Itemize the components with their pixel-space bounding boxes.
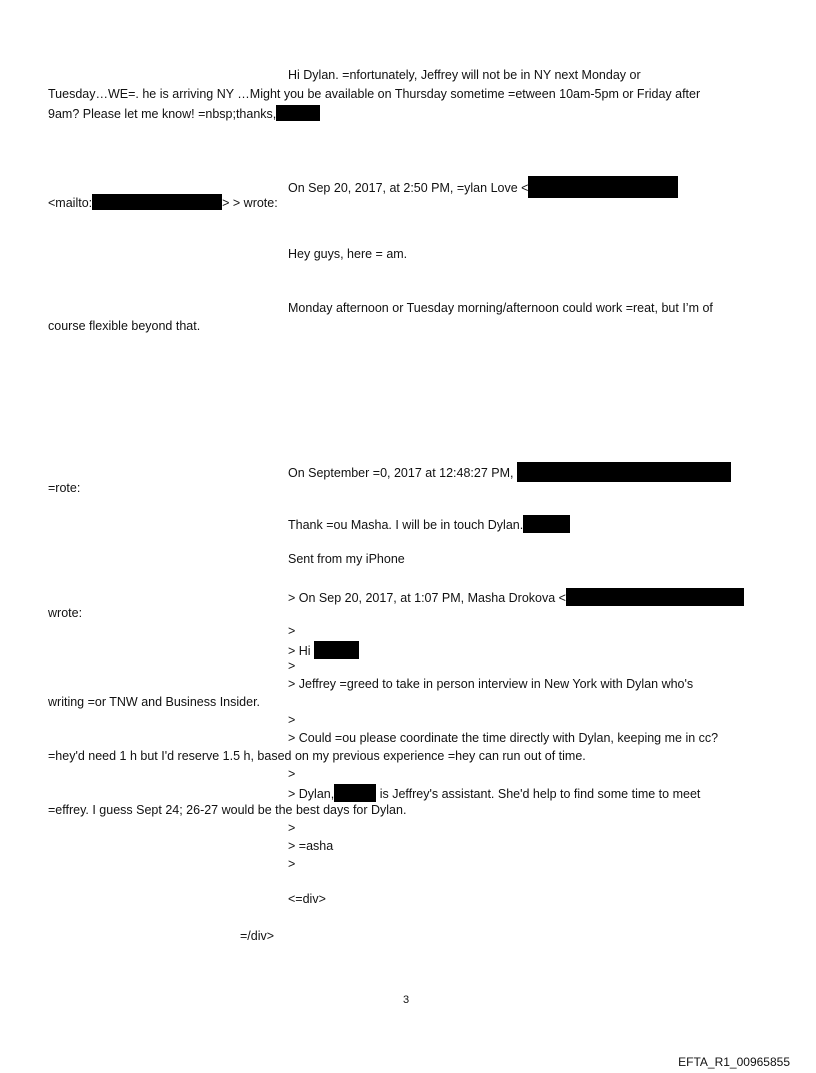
email-text: > > wrote: xyxy=(222,196,278,210)
email-line: Monday afternoon or Tuesday morning/afternoon could work =reat, but I’m of xyxy=(288,301,713,315)
document-id: EFTA_R1_00965855 xyxy=(678,1055,790,1069)
email-text: <mailto: xyxy=(48,196,93,210)
email-header-line xyxy=(288,462,731,482)
html-tag-text: <=div> xyxy=(288,892,326,906)
quote-line: writing =or TNW and Business Insider. xyxy=(48,695,261,709)
quote-line: > Jeffrey =greed to take in person interview in New York with Dylan who's xyxy=(288,677,694,691)
email-text: On Sep 20, 2017, at 2:50 PM, =ylan Love < xyxy=(288,181,529,195)
email-line: Hey guys, here = am. xyxy=(288,247,408,261)
html-tag-text: =/div> xyxy=(240,929,275,943)
quote-line: > xyxy=(288,857,296,871)
redaction-box xyxy=(517,462,731,482)
email-text: is Jeffrey's assistant. She'd help to find some time to meet xyxy=(379,787,701,801)
email-header-line xyxy=(48,194,278,211)
email-line xyxy=(48,105,320,122)
email-text: Thank =ou Masha. I will be in touch Dylan. xyxy=(288,518,524,532)
quote-line: > xyxy=(288,713,296,727)
email-header-line xyxy=(288,176,678,198)
email-text: > On Sep 20, 2017, at 1:07 PM, Masha Drokova < xyxy=(288,591,566,605)
email-text: > Dylan, xyxy=(288,787,335,801)
email-text: On September =0, 2017 at 12:48:27 PM, xyxy=(288,466,514,480)
redaction-box xyxy=(334,784,376,802)
redaction-box xyxy=(92,194,222,210)
email-line: Sent from my iPhone xyxy=(288,552,405,566)
redaction-box xyxy=(523,515,570,533)
quote-line xyxy=(288,784,700,802)
email-line: course flexible beyond that. xyxy=(48,319,201,333)
email-header-line xyxy=(288,588,744,606)
quote-line: > xyxy=(288,659,296,673)
email-text: > Hi xyxy=(288,644,311,658)
redaction-box xyxy=(528,176,678,198)
quote-line: > xyxy=(288,624,296,638)
email-line: =rote: xyxy=(48,481,81,495)
quote-line xyxy=(288,641,359,659)
email-line: wrote: xyxy=(48,606,83,620)
email-text: 9am? Please let me know! =nbsp;thanks, xyxy=(48,107,277,121)
email-line xyxy=(288,515,570,533)
email-line: Tuesday…WE=. he is arriving NY …Might you be available on Thursday sometime =etween 10am-5pm or Friday after xyxy=(48,87,701,101)
quote-line: > xyxy=(288,767,296,781)
quote-line: > Could =ou please coordinate the time directly with Dylan, keeping me in cc? xyxy=(288,731,719,745)
redaction-box xyxy=(566,588,744,606)
email-line: Hi Dylan. =nfortunately, Jeffrey will not be in NY next Monday or xyxy=(288,68,641,82)
quote-line: =effrey. I guess Sept 24; 26-27 would be the best days for Dylan. xyxy=(48,803,407,817)
quote-line: > xyxy=(288,821,296,835)
quote-line: > =asha xyxy=(288,839,334,853)
quote-line: =hey'd need 1 h but I'd reserve 1.5 h, based on my previous experience =hey can run out of time. xyxy=(48,749,586,763)
redaction-box xyxy=(314,641,359,659)
redaction-box xyxy=(276,105,320,121)
page-number: 3 xyxy=(403,994,410,1006)
